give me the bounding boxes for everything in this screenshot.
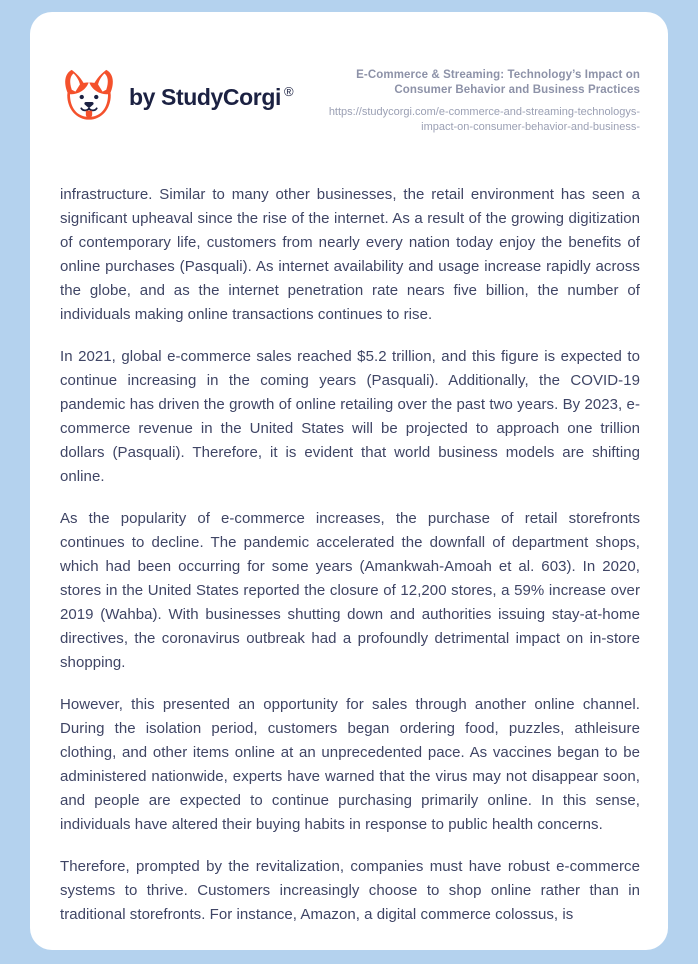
document-header (60, 66, 640, 134)
paragraph: Therefore, prompted by the revitalization, companies must have robust e-commerce systems to thrive. Customers increasingly choose to shop online rather than in traditional storefronts. For instance, Amazon, a digital commerce colossus, is (60, 858, 640, 923)
paragraph: However, this presented an opportunity for sales through another online channel. During the isolation period, customers began ordering food, puzzles, athleisure clothing, and other items online at an unprecedented pace. As vaccines began to be administered nationwide, experts have warned that the virus may not disappear soon, and people are expected to continue purchasing primarily online. In this sense, individuals have altered their buying habits in response to public health concerns. (60, 696, 640, 833)
paragraph: infrastructure. Similar to many other businesses, the retail environment has seen a significant upheaval since the rise of the internet. As a result of the growing digitization of contemporary life, customers from nearly every nation today enjoy the benefits of online purchases (Pasquali). As internet availability and usage increase rapidly across the globe, and as the internet penetration rate nears five billion, the number of individuals making online transactions continues to rise. (60, 186, 640, 323)
studycorgi-brand (60, 66, 294, 128)
document-card (30, 12, 668, 950)
corgi-logo-icon (60, 66, 118, 128)
document-title: E-Commerce & Streaming: Technology’s Impact on Consumer Behavior and Business Practices (356, 69, 640, 96)
paragraph: As the popularity of e-commerce increases, the purchase of retail storefronts continues to decline. The pandemic accelerated the downfall of department shops, which had been occurring for some years (Amankwah-Amoah et al. 603). In 2020, stores in the United States reported the closure of 12,200 stores, a 59% increase over 2019 (Wahba). With businesses shutting down and authorities issuing stay-at-home directives, the coronavirus outbreak had a profoundly detrimental impact on in-store shopping. (60, 510, 640, 671)
paragraph: In 2021, global e-commerce sales reached $5.2 trillion, and this figure is expected to continue increasing in the coming years (Pasquali). Additionally, the COVID-19 pandemic has driven the growth of online retailing over the past two years. By 2023, e-commerce revenue in the United States will be projected to approach one trillion dollars (Pasquali). Therefore, it is evident that world business models are shifting online. (60, 348, 640, 485)
article-body (60, 183, 640, 927)
registered-trademark-icon: ® (283, 83, 294, 99)
brand-name: by StudyCorgi (129, 83, 281, 110)
document-meta (308, 66, 640, 134)
document-source-url[interactable]: https://studycorgi.com/e-commerce-and-streaming-technologys-impact-on-consumer-behavior-and-business- (328, 106, 640, 133)
